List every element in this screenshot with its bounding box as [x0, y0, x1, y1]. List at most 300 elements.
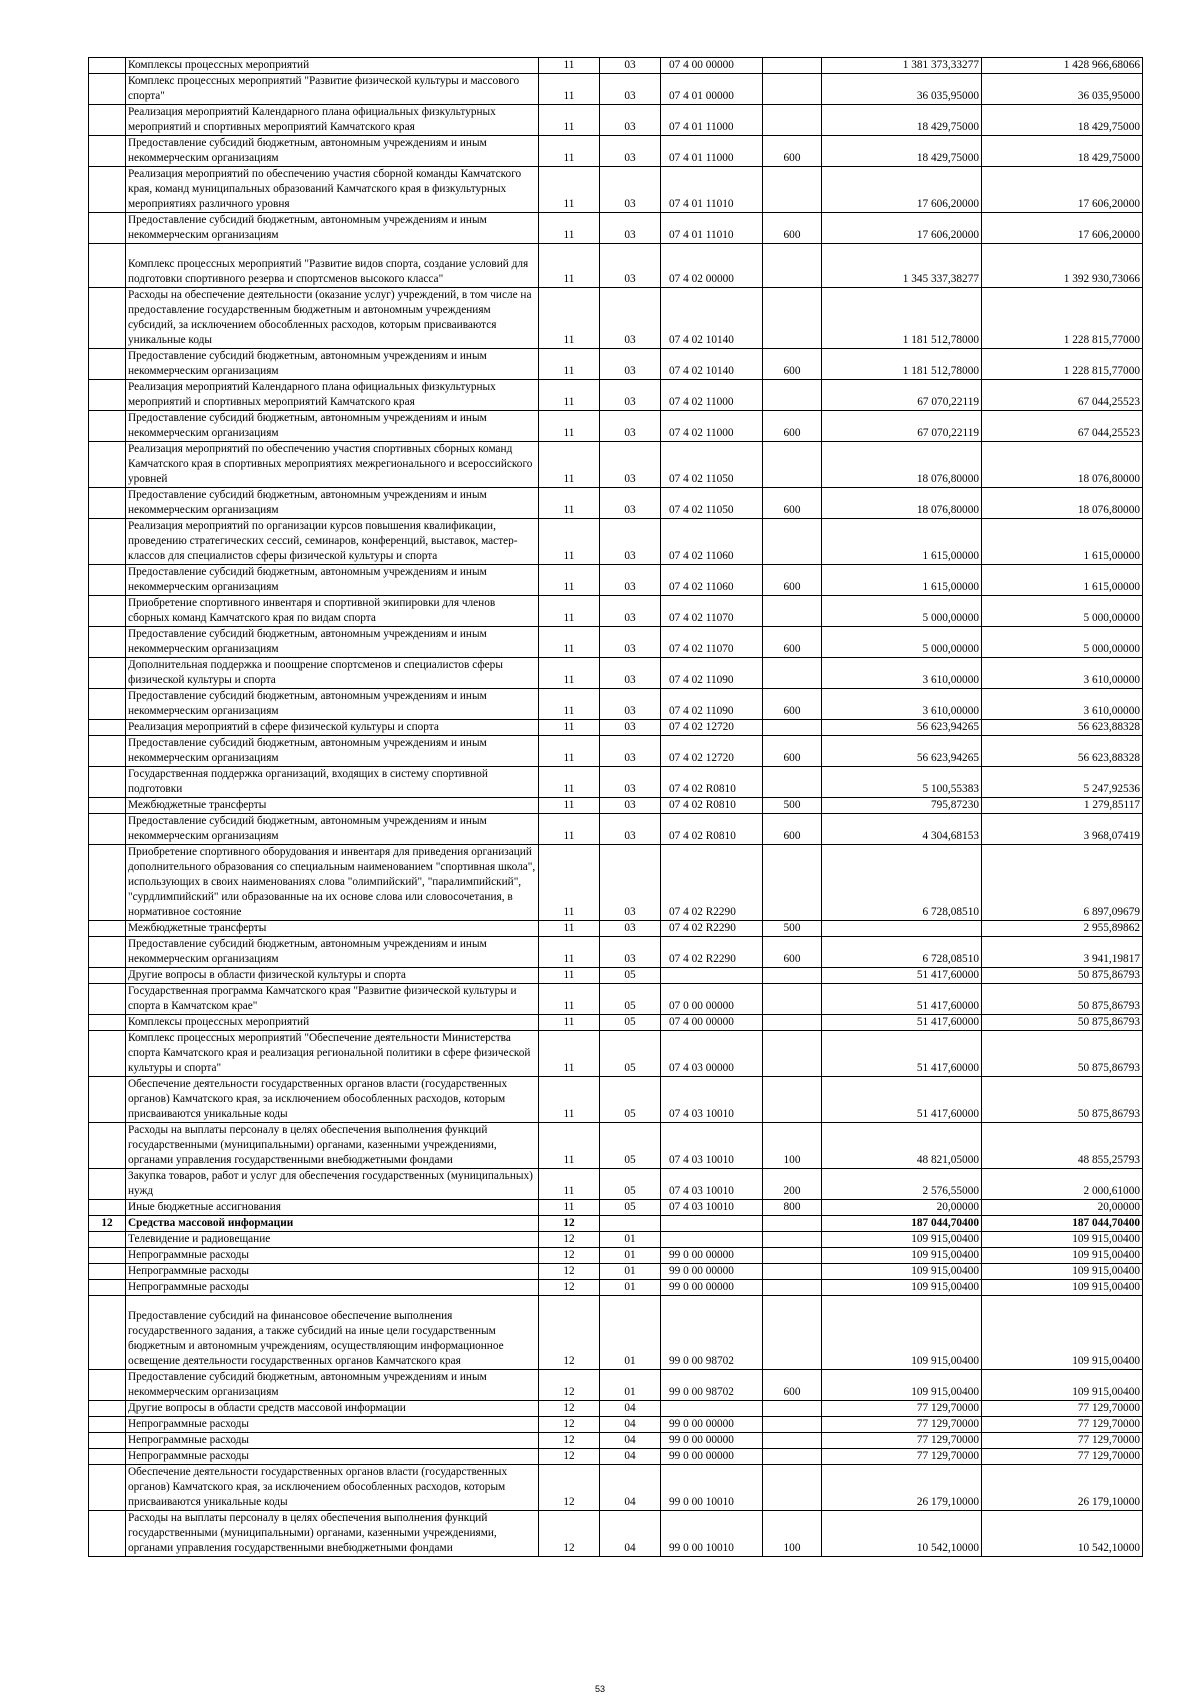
amount-year-1: 5 000,00000 — [822, 596, 982, 627]
target-article-code: 07 4 02 R0810 — [661, 767, 763, 798]
target-article-code: 07 4 02 11000 — [661, 411, 763, 442]
section-code: 11 — [539, 1169, 600, 1200]
amount-year-2: 18 429,75000 — [982, 105, 1143, 136]
row-name: Комплекс процессных мероприятий "Развитие видов спорта, создание условий для подготовки спортивного резерва и спортсменов высокого класса" — [126, 244, 539, 288]
subsection-code: 05 — [600, 1200, 661, 1216]
expense-type-code — [763, 519, 822, 565]
table-row — [89, 519, 1143, 565]
row-number — [89, 1433, 126, 1449]
amount-year-2: 3 968,07419 — [982, 814, 1143, 845]
amount-year-2: 56 623,88328 — [982, 736, 1143, 767]
subsection-code: 01 — [600, 1248, 661, 1264]
expense-type-code — [763, 1015, 822, 1031]
table-row — [89, 798, 1143, 814]
subsection-code: 03 — [600, 767, 661, 798]
subsection-code: 03 — [600, 798, 661, 814]
target-article-code: 99 0 00 10010 — [661, 1465, 763, 1511]
target-article-code: 07 4 01 11010 — [661, 167, 763, 213]
subsection-code: 03 — [600, 736, 661, 767]
row-name: Комплекс процессных мероприятий "Развитие физической культуры и массового спорта" — [126, 74, 539, 105]
row-name: Иные бюджетные ассигнования — [126, 1200, 539, 1216]
expense-type-code — [763, 1031, 822, 1077]
amount-year-2: 1 228 815,77000 — [982, 288, 1143, 349]
row-number — [89, 244, 126, 288]
row-number — [89, 720, 126, 736]
amount-year-1: 36 035,95000 — [822, 74, 982, 105]
table-row — [89, 1077, 1143, 1123]
table-row — [89, 1169, 1143, 1200]
amount-year-2: 56 623,88328 — [982, 720, 1143, 736]
subsection-code: 03 — [600, 244, 661, 288]
amount-year-1: 1 181 512,78000 — [822, 349, 982, 380]
target-article-code: 07 4 02 R2290 — [661, 937, 763, 968]
target-article-code: 07 4 02 11060 — [661, 519, 763, 565]
amount-year-2: 3 941,19817 — [982, 937, 1143, 968]
section-code: 11 — [539, 105, 600, 136]
subsection-code: 04 — [600, 1417, 661, 1433]
amount-year-2: 1 615,00000 — [982, 519, 1143, 565]
amount-year-1: 5 000,00000 — [822, 627, 982, 658]
amount-year-1: 51 417,60000 — [822, 968, 982, 984]
expense-type-code: 600 — [763, 1370, 822, 1401]
row-name: Предоставление субсидий бюджетным, автономным учреждениям и иным некоммерческим организациям — [126, 136, 539, 167]
expense-type-code — [763, 442, 822, 488]
section-code: 12 — [539, 1417, 600, 1433]
expense-type-code — [763, 1232, 822, 1248]
target-article-code: 07 4 02 11090 — [661, 689, 763, 720]
subsection-code: 05 — [600, 1077, 661, 1123]
row-number — [89, 411, 126, 442]
row-number — [89, 736, 126, 767]
section-code: 11 — [539, 845, 600, 921]
target-article-code: 07 4 02 11070 — [661, 627, 763, 658]
target-article-code: 07 4 03 00000 — [661, 1031, 763, 1077]
section-code: 12 — [539, 1232, 600, 1248]
amount-year-1: 51 417,60000 — [822, 1015, 982, 1031]
amount-year-2: 109 915,00400 — [982, 1280, 1143, 1296]
table-row — [89, 1511, 1143, 1557]
row-name: Предоставление субсидий бюджетным, автономным учреждениям и иным некоммерческим организациям — [126, 627, 539, 658]
row-name: Комплекс процессных мероприятий "Обеспечение деятельности Министерства спорта Камчатского края и реализация региональной политики в сфере физической культуры и спорта" — [126, 1031, 539, 1077]
row-name: Предоставление субсидий бюджетным, автономным учреждениям и иным некоммерческим организациям — [126, 689, 539, 720]
row-name: Непрограммные расходы — [126, 1449, 539, 1465]
table-row — [89, 167, 1143, 213]
section-code: 11 — [539, 349, 600, 380]
row-number — [89, 814, 126, 845]
table-row — [89, 565, 1143, 596]
target-article-code: 07 4 02 11060 — [661, 565, 763, 596]
amount-year-2: 67 044,25523 — [982, 380, 1143, 411]
budget-table-body — [89, 58, 1143, 1557]
subsection-code: 05 — [600, 1123, 661, 1169]
row-name: Межбюджетные трансферты — [126, 798, 539, 814]
table-row — [89, 288, 1143, 349]
amount-year-1: 26 179,10000 — [822, 1465, 982, 1511]
row-name: Предоставление субсидий бюджетным, автономным учреждениям и иным некоммерческим организациям — [126, 411, 539, 442]
expense-type-code — [763, 167, 822, 213]
expense-type-code — [763, 58, 822, 74]
section-code: 12 — [539, 1465, 600, 1511]
amount-year-1: 51 417,60000 — [822, 1031, 982, 1077]
amount-year-2: 10 542,10000 — [982, 1511, 1143, 1557]
expense-type-code: 600 — [763, 627, 822, 658]
amount-year-2: 18 076,80000 — [982, 442, 1143, 488]
row-name: Расходы на выплаты персоналу в целях обеспечения выполнения функций государственными (муниципальными) органами, казенными учреждениями, органами управления государственными внебюджетными фондами — [126, 1123, 539, 1169]
expense-type-code: 600 — [763, 814, 822, 845]
expense-type-code: 600 — [763, 136, 822, 167]
amount-year-2: 109 915,00400 — [982, 1264, 1143, 1280]
expense-type-code: 800 — [763, 1200, 822, 1216]
subsection-code: 01 — [600, 1232, 661, 1248]
row-number — [89, 1232, 126, 1248]
amount-year-1: 20,00000 — [822, 1200, 982, 1216]
row-number — [89, 1296, 126, 1370]
table-row — [89, 1232, 1143, 1248]
row-number — [89, 798, 126, 814]
section-code: 11 — [539, 720, 600, 736]
row-name: Государственная поддержка организаций, входящих в систему спортивной подготовки — [126, 767, 539, 798]
table-row — [89, 1200, 1143, 1216]
amount-year-1: 1 181 512,78000 — [822, 288, 982, 349]
table-row — [89, 1370, 1143, 1401]
amount-year-1: 10 542,10000 — [822, 1511, 982, 1557]
subsection-code: 01 — [600, 1264, 661, 1280]
section-code: 11 — [539, 937, 600, 968]
expense-type-code — [763, 1465, 822, 1511]
amount-year-1: 77 129,70000 — [822, 1401, 982, 1417]
expense-type-code — [763, 984, 822, 1015]
row-number — [89, 288, 126, 349]
row-name: Другие вопросы в области физической культуры и спорта — [126, 968, 539, 984]
row-name: Приобретение спортивного оборудования и инвентаря для приведения организаций дополнительного образования со специальным наименованием "спортивная школа", использующих в своих наименованиях слова "олимпийский", "паралимпийский", "сурдлимпийский" или образованные на их основе слова или словосочетания, в нормативное состояние — [126, 845, 539, 921]
amount-year-1: 18 429,75000 — [822, 136, 982, 167]
expense-type-code — [763, 1417, 822, 1433]
row-number — [89, 596, 126, 627]
expense-type-code — [763, 596, 822, 627]
row-number — [89, 213, 126, 244]
section-code: 11 — [539, 213, 600, 244]
target-article-code: 07 4 02 12720 — [661, 736, 763, 767]
amount-year-2: 67 044,25523 — [982, 411, 1143, 442]
target-article-code: 07 4 02 R0810 — [661, 798, 763, 814]
section-code: 11 — [539, 968, 600, 984]
expense-type-code — [763, 244, 822, 288]
target-article-code: 07 4 00 00000 — [661, 58, 763, 74]
row-name: Непрограммные расходы — [126, 1248, 539, 1264]
expense-type-code — [763, 74, 822, 105]
target-article-code: 07 4 03 10010 — [661, 1123, 763, 1169]
amount-year-1: 6 728,08510 — [822, 937, 982, 968]
table-row — [89, 349, 1143, 380]
target-article-code — [661, 1401, 763, 1417]
amount-year-2: 109 915,00400 — [982, 1248, 1143, 1264]
row-number — [89, 136, 126, 167]
table-row — [89, 937, 1143, 968]
expense-type-code: 100 — [763, 1511, 822, 1557]
row-name: Предоставление субсидий бюджетным, автономным учреждениям и иным некоммерческим организациям — [126, 814, 539, 845]
row-name: Предоставление субсидий бюджетным, автономным учреждениям и иным некоммерческим организациям — [126, 1370, 539, 1401]
amount-year-1: 1 615,00000 — [822, 565, 982, 596]
row-number — [89, 1401, 126, 1417]
table-row — [89, 921, 1143, 937]
target-article-code: 07 4 02 11070 — [661, 596, 763, 627]
amount-year-1: 4 304,68153 — [822, 814, 982, 845]
amount-year-2: 77 129,70000 — [982, 1433, 1143, 1449]
row-number — [89, 1417, 126, 1433]
subsection-code: 04 — [600, 1449, 661, 1465]
expense-type-code — [763, 767, 822, 798]
section-code: 11 — [539, 74, 600, 105]
subsection-code: 05 — [600, 968, 661, 984]
amount-year-1: 56 623,94265 — [822, 736, 982, 767]
amount-year-2: 18 429,75000 — [982, 136, 1143, 167]
amount-year-1: 67 070,22119 — [822, 380, 982, 411]
section-code: 11 — [539, 1123, 600, 1169]
amount-year-1: 187 044,70400 — [822, 1216, 982, 1232]
amount-year-1: 77 129,70000 — [822, 1417, 982, 1433]
table-row — [89, 1216, 1143, 1232]
row-number: 12 — [89, 1216, 126, 1232]
target-article-code: 07 4 02 R2290 — [661, 845, 763, 921]
row-name: Приобретение спортивного инвентаря и спортивной экипировки для членов сборных команд Камчатского края по видам спорта — [126, 596, 539, 627]
section-code: 11 — [539, 736, 600, 767]
table-row — [89, 74, 1143, 105]
row-name: Комплексы процессных мероприятий — [126, 1015, 539, 1031]
row-name: Реализация мероприятий по обеспечению участия спортивных сборных команд Камчатского края в спортивных мероприятиях межрегионального и всероссийского уровней — [126, 442, 539, 488]
row-number — [89, 921, 126, 937]
amount-year-2: 187 044,70400 — [982, 1216, 1143, 1232]
subsection-code — [600, 1216, 661, 1232]
amount-year-1: 77 129,70000 — [822, 1433, 982, 1449]
subsection-code: 05 — [600, 1031, 661, 1077]
section-code: 11 — [539, 380, 600, 411]
amount-year-1: 109 915,00400 — [822, 1370, 982, 1401]
subsection-code: 03 — [600, 627, 661, 658]
section-code: 11 — [539, 921, 600, 937]
row-name: Обеспечение деятельности государственных органов власти (государственных органов) Камчатского края, за исключением обособленных расходов, которым присваиваются уникальные коды — [126, 1465, 539, 1511]
target-article-code: 07 4 02 11050 — [661, 488, 763, 519]
row-number — [89, 488, 126, 519]
amount-year-1: 67 070,22119 — [822, 411, 982, 442]
amount-year-1: 17 606,20000 — [822, 213, 982, 244]
amount-year-1: 109 915,00400 — [822, 1232, 982, 1248]
row-number — [89, 658, 126, 689]
row-name: Закупка товаров, работ и услуг для обеспечения государственных (муниципальных) нужд — [126, 1169, 539, 1200]
target-article-code: 99 0 00 00000 — [661, 1248, 763, 1264]
row-name: Реализация мероприятий по обеспечению участия сборной команды Камчатского края, команд муниципальных образований Камчатского края в физкультурных мероприятиях различного уровня — [126, 167, 539, 213]
section-code: 11 — [539, 627, 600, 658]
row-name: Предоставление субсидий бюджетным, автономным учреждениям и иным некоммерческим организациям — [126, 488, 539, 519]
amount-year-2: 77 129,70000 — [982, 1417, 1143, 1433]
expense-type-code: 600 — [763, 736, 822, 767]
row-number — [89, 767, 126, 798]
amount-year-2: 1 279,85117 — [982, 798, 1143, 814]
expense-type-code — [763, 1280, 822, 1296]
section-code: 12 — [539, 1216, 600, 1232]
target-article-code — [661, 1216, 763, 1232]
amount-year-2: 109 915,00400 — [982, 1232, 1143, 1248]
row-number — [89, 1280, 126, 1296]
section-code: 11 — [539, 984, 600, 1015]
subsection-code: 03 — [600, 411, 661, 442]
table-row — [89, 984, 1143, 1015]
table-row — [89, 1449, 1143, 1465]
subsection-code: 03 — [600, 105, 661, 136]
amount-year-1: 1 381 373,33277 — [822, 58, 982, 74]
amount-year-1: 109 915,00400 — [822, 1264, 982, 1280]
subsection-code: 03 — [600, 921, 661, 937]
expense-type-code — [763, 720, 822, 736]
row-name: Обеспечение деятельности государственных органов власти (государственных органов) Камчатского края, за исключением обособленных расходов, которым присваиваются уникальные коды — [126, 1077, 539, 1123]
expense-type-code: 200 — [763, 1169, 822, 1200]
expense-type-code: 100 — [763, 1123, 822, 1169]
target-article-code: 07 4 02 R2290 — [661, 921, 763, 937]
section-code: 11 — [539, 244, 600, 288]
target-article-code: 99 0 00 10010 — [661, 1511, 763, 1557]
amount-year-2: 50 875,86793 — [982, 1077, 1143, 1123]
row-number — [89, 349, 126, 380]
target-article-code: 07 0 00 00000 — [661, 984, 763, 1015]
section-code: 11 — [539, 767, 600, 798]
table-row — [89, 968, 1143, 984]
amount-year-2: 18 076,80000 — [982, 488, 1143, 519]
section-code: 11 — [539, 58, 600, 74]
table-row — [89, 658, 1143, 689]
row-name: Межбюджетные трансферты — [126, 921, 539, 937]
subsection-code: 03 — [600, 213, 661, 244]
budget-table-sheet — [88, 57, 1142, 1557]
section-code: 11 — [539, 1031, 600, 1077]
expense-type-code: 600 — [763, 689, 822, 720]
subsection-code: 01 — [600, 1370, 661, 1401]
subsection-code: 03 — [600, 349, 661, 380]
section-code: 12 — [539, 1433, 600, 1449]
amount-year-1: 795,87230 — [822, 798, 982, 814]
section-code: 11 — [539, 1015, 600, 1031]
amount-year-1: 18 076,80000 — [822, 488, 982, 519]
expense-type-code: 600 — [763, 937, 822, 968]
table-row — [89, 58, 1143, 74]
target-article-code: 07 4 02 12720 — [661, 720, 763, 736]
section-code: 11 — [539, 658, 600, 689]
table-row — [89, 213, 1143, 244]
subsection-code: 03 — [600, 565, 661, 596]
row-name: Предоставление субсидий на финансовое обеспечение выполнения государственного задания, а также субсидий на иные цели государственным бюджетным и автономным учреждениям, осуществляющим информационное освещение деятельности государственных органов Камчатского края — [126, 1296, 539, 1370]
table-row — [89, 1401, 1143, 1417]
table-row — [89, 105, 1143, 136]
amount-year-1: 1 345 337,38277 — [822, 244, 982, 288]
section-code: 11 — [539, 798, 600, 814]
amount-year-1: 1 615,00000 — [822, 519, 982, 565]
subsection-code: 03 — [600, 136, 661, 167]
row-name: Предоставление субсидий бюджетным, автономным учреждениям и иным некоммерческим организациям — [126, 937, 539, 968]
row-number — [89, 1015, 126, 1031]
target-article-code: 07 4 00 00000 — [661, 1015, 763, 1031]
expense-type-code — [763, 1433, 822, 1449]
target-article-code: 07 4 03 10010 — [661, 1200, 763, 1216]
amount-year-1: 3 610,00000 — [822, 658, 982, 689]
table-row — [89, 689, 1143, 720]
target-article-code: 99 0 00 00000 — [661, 1449, 763, 1465]
amount-year-1: 48 821,05000 — [822, 1123, 982, 1169]
row-number — [89, 1169, 126, 1200]
expense-type-code — [763, 380, 822, 411]
row-name: Дополнительная поддержка и поощрение спортсменов и специалистов сферы физической культуры и спорта — [126, 658, 539, 689]
amount-year-1: 3 610,00000 — [822, 689, 982, 720]
row-number — [89, 1077, 126, 1123]
amount-year-2: 2 000,61000 — [982, 1169, 1143, 1200]
table-row — [89, 814, 1143, 845]
table-row — [89, 1031, 1143, 1077]
subsection-code: 03 — [600, 596, 661, 627]
row-number — [89, 105, 126, 136]
section-code: 12 — [539, 1511, 600, 1557]
row-name: Государственная программа Камчатского края "Развитие физической культуры и спорта в Камчатском крае" — [126, 984, 539, 1015]
expense-type-code: 600 — [763, 349, 822, 380]
table-row — [89, 488, 1143, 519]
subsection-code: 03 — [600, 167, 661, 213]
section-code: 11 — [539, 596, 600, 627]
amount-year-2: 3 610,00000 — [982, 658, 1143, 689]
row-number — [89, 519, 126, 565]
amount-year-1: 6 728,08510 — [822, 845, 982, 921]
table-row — [89, 1264, 1143, 1280]
amount-year-2: 50 875,86793 — [982, 1031, 1143, 1077]
amount-year-1: 109 915,00400 — [822, 1296, 982, 1370]
row-name: Непрограммные расходы — [126, 1264, 539, 1280]
expense-type-code — [763, 968, 822, 984]
row-number — [89, 167, 126, 213]
section-code: 11 — [539, 442, 600, 488]
section-code: 12 — [539, 1264, 600, 1280]
amount-year-2: 1 615,00000 — [982, 565, 1143, 596]
expense-type-code: 600 — [763, 213, 822, 244]
table-row — [89, 1296, 1143, 1370]
row-name: Реализация мероприятий Календарного плана официальных физкультурных мероприятий и спортивных мероприятий Камчатского края — [126, 105, 539, 136]
target-article-code: 99 0 00 98702 — [661, 1296, 763, 1370]
row-name: Комплексы процессных мероприятий — [126, 58, 539, 74]
target-article-code: 07 4 01 11010 — [661, 213, 763, 244]
section-code: 11 — [539, 136, 600, 167]
subsection-code: 03 — [600, 519, 661, 565]
expense-type-code: 600 — [763, 488, 822, 519]
amount-year-1: 77 129,70000 — [822, 1449, 982, 1465]
row-name: Средства массовой информации — [126, 1216, 539, 1232]
target-article-code: 07 4 02 10140 — [661, 349, 763, 380]
row-number — [89, 442, 126, 488]
row-name: Предоставление субсидий бюджетным, автономным учреждениям и иным некоммерческим организациям — [126, 349, 539, 380]
row-number — [89, 1123, 126, 1169]
amount-year-2: 1 428 966,68066 — [982, 58, 1143, 74]
section-code: 11 — [539, 565, 600, 596]
subsection-code: 03 — [600, 689, 661, 720]
row-number — [89, 1264, 126, 1280]
row-number — [89, 937, 126, 968]
expense-type-code — [763, 1077, 822, 1123]
row-name: Предоставление субсидий бюджетным, автономным учреждениям и иным некоммерческим организациям — [126, 565, 539, 596]
amount-year-1: 17 606,20000 — [822, 167, 982, 213]
table-row — [89, 1465, 1143, 1511]
target-article-code — [661, 968, 763, 984]
expense-type-code — [763, 1248, 822, 1264]
table-row — [89, 1417, 1143, 1433]
amount-year-2: 77 129,70000 — [982, 1449, 1143, 1465]
subsection-code: 03 — [600, 74, 661, 105]
target-article-code: 07 4 01 11000 — [661, 136, 763, 167]
table-row — [89, 411, 1143, 442]
amount-year-2: 1 392 930,73066 — [982, 244, 1143, 288]
target-article-code: 07 4 02 R0810 — [661, 814, 763, 845]
